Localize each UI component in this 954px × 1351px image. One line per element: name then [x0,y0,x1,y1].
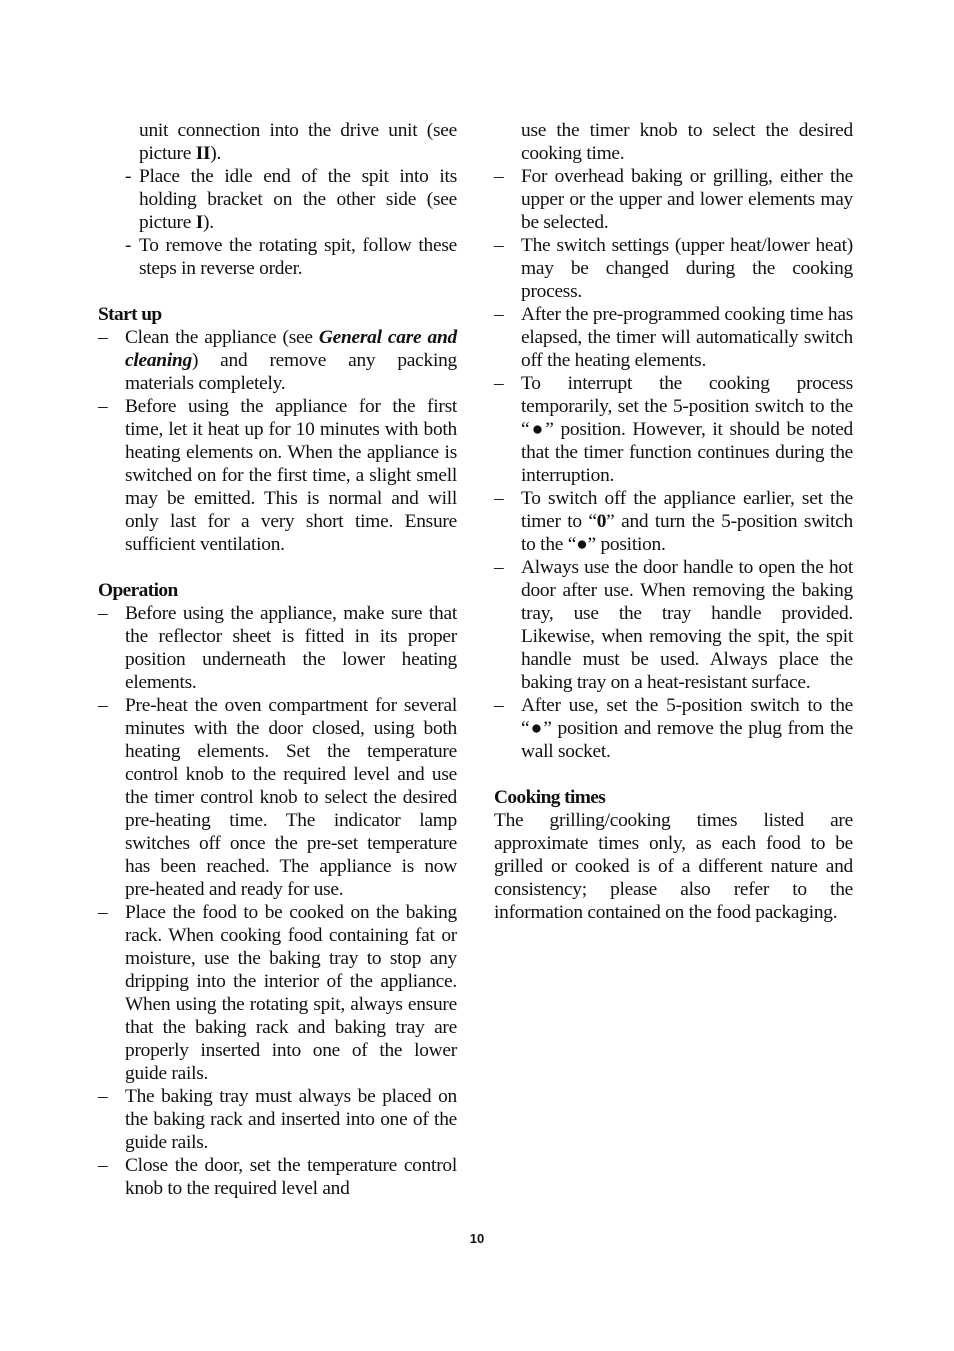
operation-item: – To interrupt the cooking process temporarily, set the 5-position switch to the “●” position. However, it should be noted that the timer function continues during the interruption. [494,373,853,486]
operation-item: – For overhead baking or grilling, either the upper or the upper and lower elements may be selected. [494,166,853,233]
operation-item: – Before using the appliance, make sure that the reflector sheet is fitted in its proper position underneath the lower heating elements. [98,603,457,693]
right-column [494,119,853,924]
operation-item: – The switch settings (upper heat/lower heat) may be changed during the cooking process. [494,235,853,302]
start-up-heading: Start up [98,304,162,325]
operation-item: – Place the food to be cooked on the baking rack. When cooking food containing fat or moisture, use the baking tray to stop any dripping into the interior of the appliance. When using the rotating spit, always ensure that the baking rack and baking tray are properly inserted into one of the lower guide rails. [98,902,457,1084]
intro-item-place-spit: - Place the idle end of the spit into its holding bracket on the other side (see picture I). [125,166,457,233]
start-up-item: – Clean the appliance (see General care and cleaning) and remove any packing materials completely. [98,327,457,394]
operation-item: – Pre-heat the oven compartment for several minutes with the door closed, using both heating elements. Set the temperature control knob to the required level and use the timer control knob to select the desired pre-heating time. The indicator lamp switches off once the pre-set temperature has been reached. The appliance is now pre-heated and ready for use. [98,695,457,900]
cooking-times-heading: Cooking times [494,787,606,808]
cooking-times-paragraph: The grilling/cooking times listed are approximate times only, as each food to be grilled or cooked is of a different nature and consistency; please also refer to the information contained on the food packaging. [494,810,853,923]
intro-continuation: unit connection into the drive unit (see picture II). [139,120,457,164]
left-column [98,119,457,1200]
operation-item: – Always use the door handle to open the hot door after use. When removing the baking tray, use the tray handle provided. Likewise, when removing the spit, the spit handle must be used. Always place the baking tray on a heat-resistant surface. [494,557,853,693]
page-number: 10 [469,1231,485,1246]
operation-item: – After use, set the 5-position switch to the “●” position and remove the plug from the wall socket. [494,695,853,762]
operation-item-switch-off: – To switch off the appliance earlier, set the timer to “0” and turn the 5-position switch to the “●” position. [494,488,853,555]
operation-continuation: use the timer knob to select the desired cooking time. [521,120,853,164]
start-up-item: – Before using the appliance for the first time, let it heat up for 10 minutes with both heating elements on. When the appliance is switched on for the first time, a slight smell may be emitted. This is normal and will only last for a very short time. Ensure sufficient ventilation. [98,396,457,555]
general-care-reference: General care and cleaning [125,327,457,371]
operation-item: – After the pre-programmed cooking time has elapsed, the timer will automatically switch off the heating elements. [494,304,853,371]
operation-heading: Operation [98,580,178,601]
operation-item: – Close the door, set the temperature control knob to the required level and [98,1155,457,1199]
intro-item-remove-spit: - To remove the rotating spit, follow these steps in reverse order. [125,235,457,279]
operation-item: – The baking tray must always be placed on the baking rack and inserted into one of the guide rails. [98,1086,457,1153]
